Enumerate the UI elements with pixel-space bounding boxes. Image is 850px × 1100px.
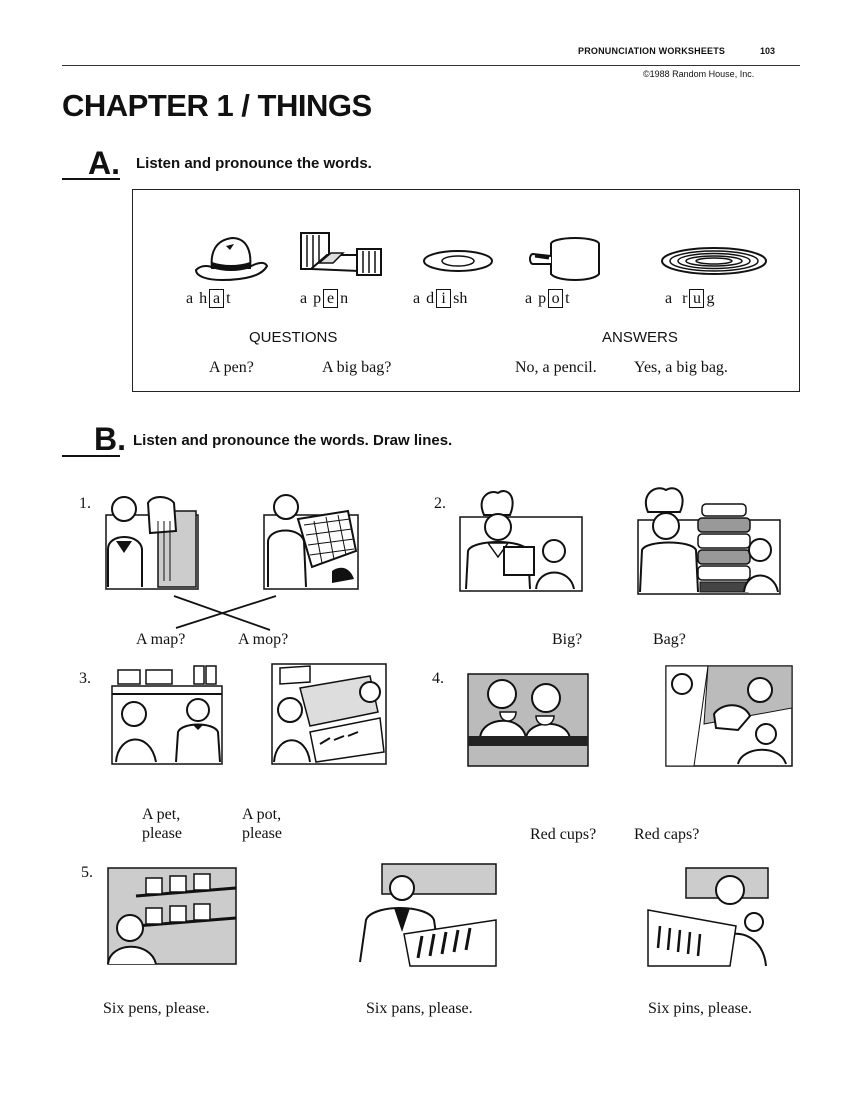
pins-shop-illustration bbox=[646, 866, 770, 968]
vowel-box: a bbox=[209, 289, 224, 308]
answer-2: Yes, a big bag. bbox=[634, 359, 728, 376]
label-six-pans: Six pans, please. bbox=[366, 1000, 473, 1017]
section-a-underline bbox=[62, 178, 120, 180]
pot-shop-illustration bbox=[110, 664, 224, 766]
header-divider bbox=[62, 65, 800, 66]
section-a-instruction: Listen and pronounce the words. bbox=[136, 155, 372, 172]
word-article: a bbox=[413, 289, 421, 307]
section-a-letter: A. bbox=[88, 145, 120, 181]
answer-1: No, a pencil. bbox=[515, 359, 597, 376]
big-scene-illustration bbox=[458, 487, 584, 593]
word-rug bbox=[665, 289, 714, 308]
pot-icon bbox=[527, 236, 603, 282]
label-a-pot-please: A pot, please bbox=[242, 806, 282, 842]
word-onset: d bbox=[426, 289, 435, 307]
map-scene-illustration bbox=[104, 491, 200, 591]
word-onset: p bbox=[313, 289, 322, 307]
rug-icon bbox=[660, 246, 768, 276]
word-onset: h bbox=[199, 289, 208, 307]
item-number-4: 4. bbox=[432, 670, 444, 687]
item-number-1: 1. bbox=[79, 495, 91, 512]
word-coda: g bbox=[706, 289, 715, 307]
dish-icon bbox=[422, 248, 494, 274]
word-article: a bbox=[665, 289, 673, 307]
word-coda: t bbox=[226, 289, 231, 307]
answers-heading: ANSWERS bbox=[602, 329, 678, 346]
word-article: a bbox=[525, 289, 533, 307]
label-big: Big? bbox=[552, 631, 583, 648]
label-six-pins: Six pins, please. bbox=[648, 1000, 752, 1017]
questions-heading: QUESTIONS bbox=[249, 329, 338, 346]
question-2: A big bag? bbox=[322, 359, 392, 376]
word-onset: r bbox=[682, 289, 688, 307]
vowel-box: i bbox=[436, 289, 451, 308]
word-pot bbox=[525, 289, 570, 308]
word-pen bbox=[300, 289, 348, 308]
pet-shop-illustration bbox=[270, 662, 388, 766]
vowel-box: e bbox=[323, 289, 338, 308]
section-b-instruction: Listen and pronounce the words. Draw lines. bbox=[133, 432, 453, 449]
cups-shop-illustration bbox=[466, 664, 590, 768]
item-number-2: 2. bbox=[434, 495, 446, 512]
label-red-caps: Red caps? bbox=[634, 826, 700, 843]
matching-lines bbox=[172, 592, 278, 634]
label-six-pens: Six pens, please. bbox=[103, 1000, 210, 1017]
word-article: a bbox=[300, 289, 308, 307]
caps-shop-illustration bbox=[664, 664, 794, 768]
word-coda: sh bbox=[453, 289, 468, 307]
section-b-underline bbox=[62, 455, 120, 457]
label-a-pet-please: A pet, please bbox=[142, 806, 182, 842]
item-number-5: 5. bbox=[81, 864, 93, 881]
word-dish bbox=[413, 289, 467, 308]
mop-scene-illustration bbox=[262, 491, 360, 591]
chapter-title: CHAPTER 1 / THINGS bbox=[62, 88, 372, 123]
copyright-notice: ©1988 Random House, Inc. bbox=[643, 69, 755, 79]
hat-icon bbox=[192, 232, 270, 284]
word-hat bbox=[186, 289, 231, 308]
pans-shop-illustration bbox=[106, 866, 238, 966]
pens-shop-illustration bbox=[356, 862, 498, 968]
section-b-letter: B. bbox=[94, 421, 126, 457]
word-coda: t bbox=[565, 289, 570, 307]
label-a-map: A map? bbox=[136, 631, 186, 648]
bag-scene-illustration bbox=[636, 484, 782, 596]
label-red-cups: Red cups? bbox=[530, 826, 597, 843]
word-onset: p bbox=[538, 289, 547, 307]
bed-icon bbox=[297, 229, 385, 279]
question-1: A pen? bbox=[209, 359, 254, 376]
word-article: a bbox=[186, 289, 194, 307]
word-coda: n bbox=[340, 289, 349, 307]
running-header-title: PRONUNCIATION WORKSHEETS bbox=[578, 46, 726, 56]
vowel-box: o bbox=[548, 289, 563, 308]
vowel-box: u bbox=[689, 289, 704, 308]
label-bag: Bag? bbox=[653, 631, 686, 648]
label-a-mop: A mop? bbox=[238, 631, 289, 648]
page-number: 103 bbox=[760, 46, 776, 56]
item-number-3: 3. bbox=[79, 670, 91, 687]
